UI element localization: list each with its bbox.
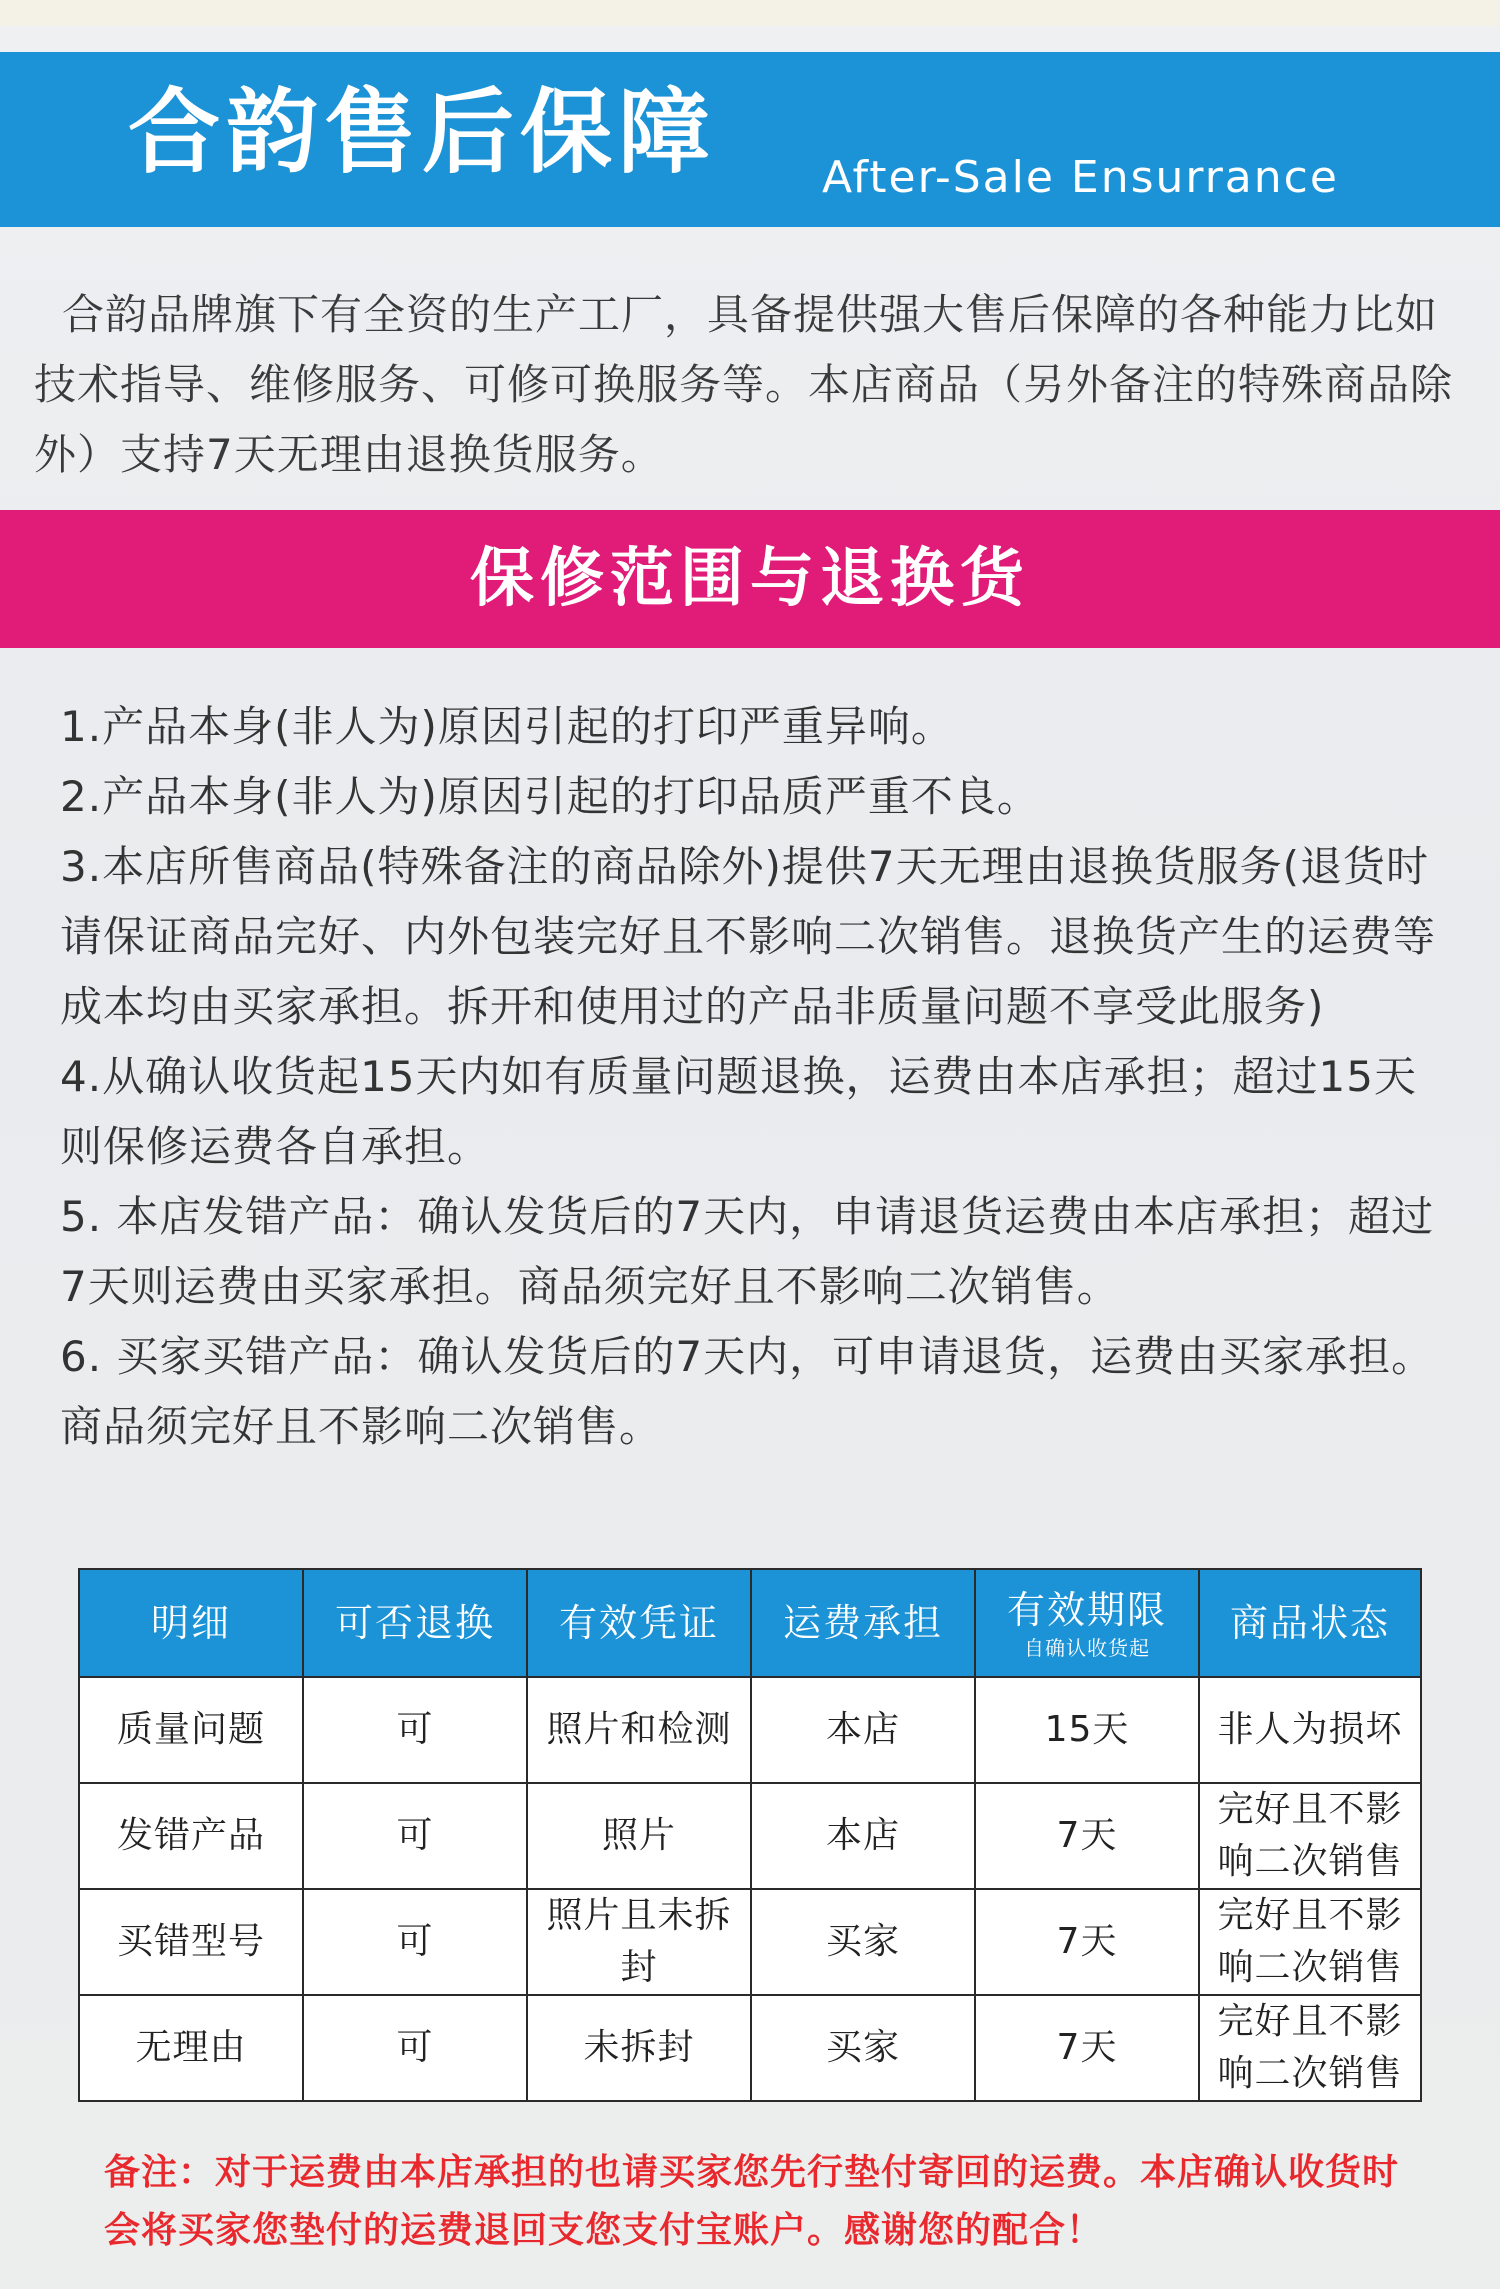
table-cell: 发错产品: [79, 1783, 303, 1889]
rule-item: 6. 买家买错产品：确认发货后的7天内，可申请退货，运费由买家承担。商品须完好且不影响二次销售。: [60, 1332, 1435, 1451]
table-cell: 本店: [751, 1783, 975, 1889]
table-cell: 买错型号: [79, 1889, 303, 1995]
table-cell: 非人为损坏: [1199, 1677, 1421, 1783]
table-cell: 照片: [527, 1783, 751, 1889]
header-cell-proof: 有效凭证: [527, 1569, 751, 1677]
table-cell: 可: [303, 1889, 527, 1995]
header-cell-detail: 明细: [79, 1569, 303, 1677]
validity-note: 自确认收货起: [1024, 1636, 1150, 1660]
table-row: [79, 1889, 1421, 1995]
table-cell: 7天: [975, 1783, 1199, 1889]
table-row: [79, 1677, 1421, 1783]
warranty-table-container: [78, 1568, 1420, 2106]
intro-paragraph: 合韵品牌旗下有全资的生产工厂，具备提供强大售后保障的各种能力比如技术指导、维修服务、可修可换服务等。本店商品（另外备注的特殊商品除外）支持7天无理由退换货服务。: [34, 290, 1454, 479]
table-row: [79, 1995, 1421, 2101]
warranty-table: [78, 1568, 1422, 2102]
table-cell: 可: [303, 1677, 527, 1783]
rule-item: 2.产品本身(非人为)原因引起的打印品质严重不良。: [60, 772, 1040, 821]
table-cell: 买家: [751, 1995, 975, 2101]
section-title: 保修范围与退换货: [470, 542, 1030, 616]
section-banner: [0, 510, 1500, 648]
table-cell: 未拆封: [527, 1995, 751, 2101]
header-cell-shipping: 运费承担: [751, 1569, 975, 1677]
rule-item: 1.产品本身(非人为)原因引起的打印严重异响。: [60, 702, 954, 751]
table-cell: 15天: [975, 1677, 1199, 1783]
header-cell-returnable: 可否退换: [303, 1569, 527, 1677]
footer-note: 备注：对于运费由本店承担的也请买家您先行垫付寄回的运费。本店确认收货时会将买家您垫付的运费退回支您支付宝账户。感谢您的配合！: [104, 2152, 1400, 2251]
table-cell: 质量问题: [79, 1677, 303, 1783]
table-cell: 完好且不影响二次销售: [1199, 1995, 1421, 2101]
table-cell: 照片和检测: [527, 1677, 751, 1783]
table-cell: 照片且未拆封: [527, 1889, 751, 1995]
table-header-row: [79, 1569, 1421, 1677]
header-banner: [0, 52, 1500, 227]
rule-item: 3.本店所售商品(特殊备注的商品除外)提供7天无理由退换货服务(退货时请保证商品完好、内外包装完好且不影响二次销售。退换货产生的运费等成本均由买家承担。拆开和使用过的产品非质量问题不享受此服务): [60, 842, 1437, 1031]
rule-item: 5. 本店发错产品：确认发货后的7天内，申请退货运费由本店承担；超过7天则运费由买家承担。商品须完好且不影响二次销售。: [60, 1192, 1435, 1311]
table-cell: 可: [303, 1995, 527, 2101]
table-cell: 可: [303, 1783, 527, 1889]
table-cell: 本店: [751, 1677, 975, 1783]
rule-item: 4.从确认收货起15天内如有质量问题退换，运费由本店承担；超过15天则保修运费各自承担。: [60, 1052, 1417, 1171]
table-cell: 买家: [751, 1889, 975, 1995]
table-cell: 7天: [975, 1889, 1199, 1995]
table-cell: 完好且不影响二次销售: [1199, 1889, 1421, 1995]
header-cell-condition: 商品状态: [1199, 1569, 1421, 1677]
rules-list: [60, 692, 1450, 1462]
header-subtitle: After-Sale Ensurrance: [822, 152, 1339, 203]
header-cell-validity: 有效期限 自确认收货起: [975, 1569, 1199, 1677]
table-cell: 7天: [975, 1995, 1199, 2101]
table-row: [79, 1783, 1421, 1889]
table-cell: 无理由: [79, 1995, 303, 2101]
header-title: 合韵售后保障: [128, 79, 717, 186]
top-strip: [0, 0, 1500, 26]
table-cell: 完好且不影响二次销售: [1199, 1783, 1421, 1889]
